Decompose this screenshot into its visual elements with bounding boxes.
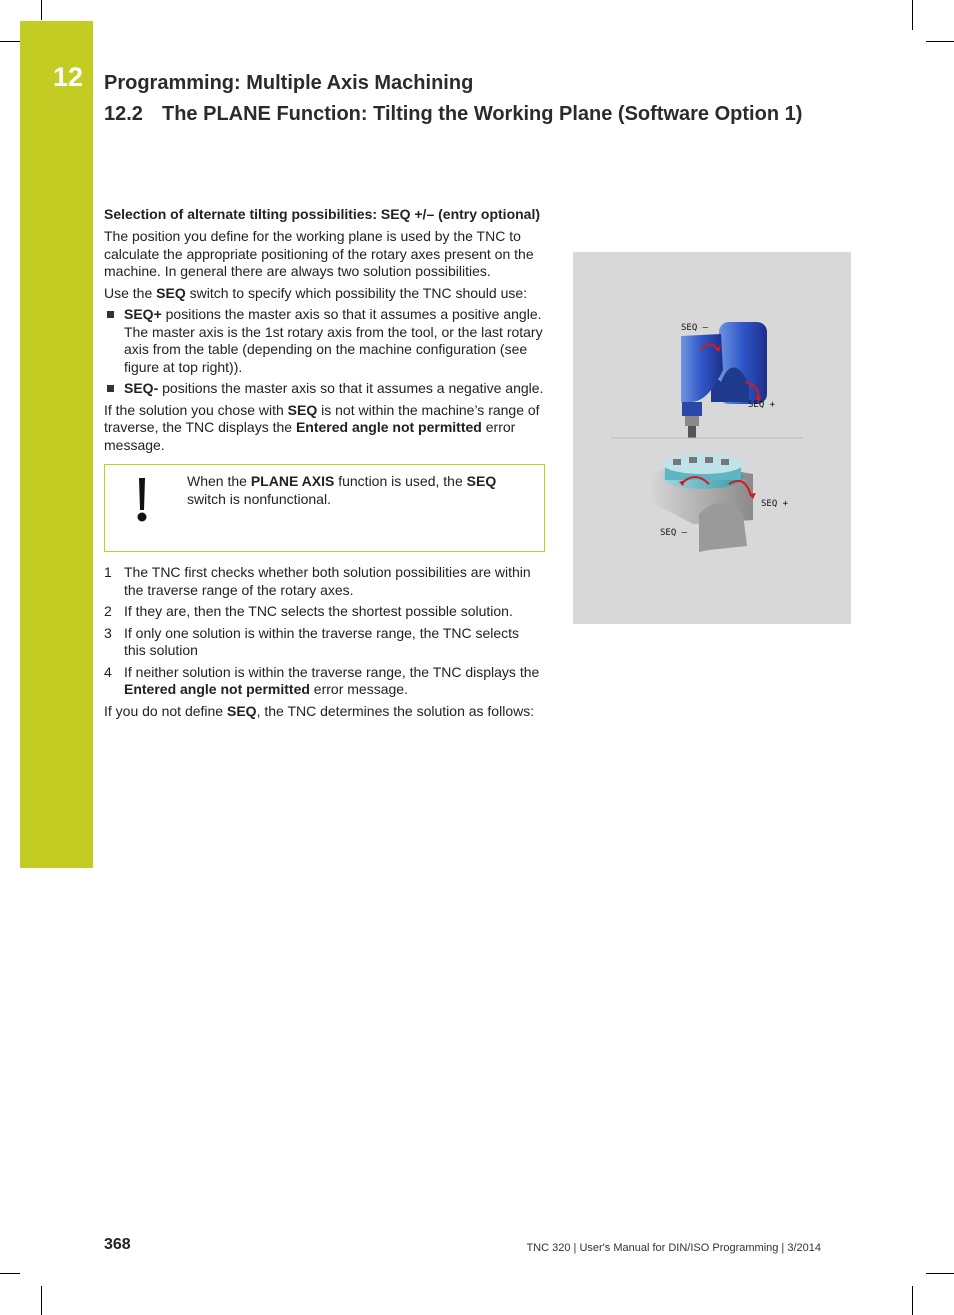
crop-mark bbox=[0, 41, 20, 42]
chapter-sidebar bbox=[20, 21, 93, 868]
text: If they are, then the TNC selects the shortest possible solution. bbox=[124, 603, 513, 619]
text: , the TNC determines the solution as follows: bbox=[256, 702, 535, 719]
note-text bbox=[187, 473, 524, 508]
paragraph bbox=[104, 402, 544, 455]
text: Use the bbox=[104, 284, 157, 301]
text: error message. bbox=[309, 681, 408, 697]
text: positions the master axis so that it assumes a positive angle. The master axis is the 1st rotary axis from the tool, or the last rotary axis from the table (depending on the machine configuration (see figure at top right)). bbox=[124, 306, 543, 375]
bullet-icon bbox=[107, 385, 114, 392]
list-item bbox=[104, 564, 544, 599]
text: If neither solution is within the traverse range, the TNC displays the bbox=[124, 663, 540, 680]
crop-mark bbox=[0, 1273, 20, 1274]
text: If you do not define bbox=[104, 702, 227, 719]
text: is not within the machine’s range of traverse, the TNC displays the bbox=[104, 401, 540, 435]
bullet-list bbox=[104, 306, 544, 398]
numbered-list bbox=[104, 564, 544, 699]
text: switch is nonfunctional. bbox=[187, 490, 331, 507]
step-number: 4 bbox=[104, 663, 112, 680]
seq-illustration bbox=[573, 252, 851, 624]
chapter-number: 12 bbox=[53, 62, 84, 92]
text: If only one solution is within the traverse range, the TNC selects this solution bbox=[124, 624, 520, 658]
list-item bbox=[104, 603, 544, 621]
list-item bbox=[104, 664, 544, 699]
paragraph bbox=[104, 703, 544, 721]
chapter-title: Programming: Multiple Axis Machining bbox=[104, 72, 474, 94]
crop-mark bbox=[41, 1286, 42, 1315]
paragraph: The position you define for the working plane is used by the TNC to calculate the appropriate positioning of the rotary axes present on the machine. In general there are always two solution possibilities. bbox=[104, 228, 534, 279]
keyword: PLANE AXIS bbox=[250, 473, 335, 489]
step-number: 3 bbox=[104, 624, 112, 641]
step-number: 1 bbox=[104, 564, 112, 580]
keyword: SEQ bbox=[287, 401, 318, 418]
note-box bbox=[104, 464, 545, 552]
section-title bbox=[104, 103, 802, 126]
text: switch to specify which possibility the TNC should use: bbox=[185, 284, 528, 301]
paragraph bbox=[104, 285, 544, 303]
crop-mark bbox=[926, 1273, 954, 1274]
keyword: Entered angle not permitted bbox=[295, 419, 482, 435]
list-item bbox=[104, 306, 544, 376]
text: function is used, the bbox=[334, 473, 467, 489]
text: error message. bbox=[104, 419, 516, 453]
crop-mark bbox=[926, 41, 954, 42]
main-content bbox=[104, 206, 544, 724]
seq-minus-label-bottom: SEQ – bbox=[660, 528, 688, 538]
seq-plus-label-top: SEQ + bbox=[748, 400, 776, 410]
crop-mark bbox=[41, 0, 42, 20]
exclamation-icon bbox=[135, 477, 149, 522]
seq-minus-label-top: SEQ – bbox=[681, 323, 709, 333]
section-title-text: The PLANE Function: Tilting the Working Plane (Software Option 1) bbox=[162, 103, 803, 125]
keyword: SEQ- bbox=[124, 380, 159, 396]
seq-plus-label-bottom: SEQ + bbox=[761, 499, 789, 509]
bullet-icon bbox=[107, 311, 114, 318]
footer-text: TNC 320 | User's Manual for DIN/ISO Programming | 3/2014 bbox=[526, 1242, 821, 1254]
page-number: 368 bbox=[104, 1236, 131, 1253]
keyword: SEQ bbox=[466, 473, 497, 489]
seq-figure bbox=[573, 252, 851, 624]
crop-mark bbox=[912, 0, 913, 30]
step-number: 2 bbox=[104, 603, 112, 619]
text: The TNC first checks whether both solution possibilities are within the traverse range of the rotary axes. bbox=[124, 564, 531, 598]
subheading: Selection of alternate tilting possibilities: SEQ +/– (entry optional) bbox=[104, 206, 541, 222]
section-number: 12.2 bbox=[104, 103, 143, 125]
keyword: Entered angle not permitted bbox=[124, 681, 310, 697]
crop-mark bbox=[912, 1286, 913, 1315]
swivel-head-illustration bbox=[681, 322, 767, 438]
keyword: SEQ+ bbox=[124, 306, 162, 322]
keyword: SEQ bbox=[226, 702, 257, 719]
text: positions the master axis so that it assumes a negative angle. bbox=[158, 380, 544, 396]
list-item bbox=[104, 380, 544, 398]
list-item bbox=[104, 625, 544, 660]
text: If the solution you chose with bbox=[104, 401, 288, 418]
keyword: SEQ bbox=[156, 284, 186, 301]
text: When the bbox=[187, 473, 251, 489]
